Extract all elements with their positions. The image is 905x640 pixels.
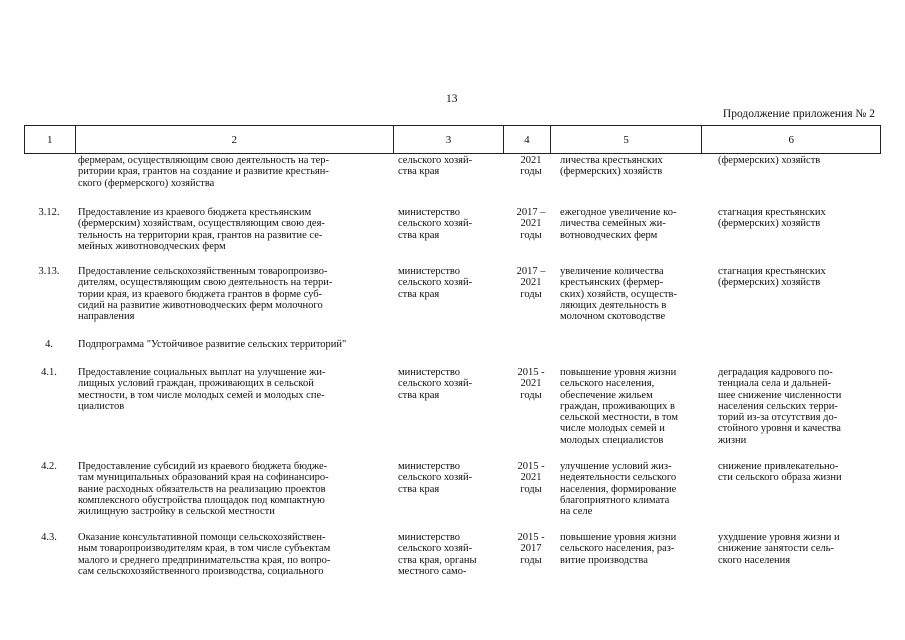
row-number-line: 4.2.	[41, 461, 57, 472]
row-number-line: 4.1.	[41, 367, 57, 378]
expected-result-line: витие производства	[560, 554, 648, 566]
column-header-3: 3	[393, 126, 503, 154]
executor-line: министерство	[398, 207, 461, 218]
executor	[398, 461, 507, 495]
implementation-years	[514, 266, 548, 300]
expected-result-line: улучшение условий жиз-	[560, 461, 672, 472]
executor-line: сельского хозяй-	[398, 378, 473, 390]
measure-description-line: местности, в том числе молодых семей и молодых спе-	[78, 389, 325, 401]
executor-line: министерство	[398, 461, 461, 472]
executor-line: министерство	[398, 266, 461, 277]
implementation-years-line: 2015 -	[517, 367, 545, 378]
row-number	[24, 339, 74, 350]
expected-result	[560, 155, 712, 178]
column-header-table	[24, 125, 881, 154]
executor-line: сельского хозяй-	[398, 277, 473, 289]
column-header-2: 2	[75, 126, 393, 154]
expected-result-line: личества семейных жи-	[560, 218, 666, 230]
implementation-years-line: годы	[520, 554, 542, 566]
implementation-years	[514, 532, 548, 566]
measure-description-line: ского (фермерского) хозяйства	[78, 177, 215, 189]
measure-description-line: сам сельскохозяйственного производства, социального	[78, 565, 324, 577]
risk-consequences-line: (фермерских) хозяйств	[718, 155, 821, 166]
expected-result-line: ских) хозяйств, осуществ-	[560, 288, 677, 300]
expected-result-line: на селе	[560, 506, 593, 518]
implementation-years-line: годы	[520, 288, 542, 300]
risk-consequences	[718, 461, 880, 484]
measure-description-line: Предоставление сельскохозяйственным товаропроизво-	[78, 266, 328, 277]
executor-line: сельского хозяй-	[398, 472, 473, 484]
risk-consequences-line: стагнация крестьянских	[718, 266, 826, 277]
measure-description-line: там муниципальных образований края на софинансиро-	[78, 472, 329, 484]
measure-description	[78, 532, 396, 577]
row-number-line: 3.13.	[38, 266, 60, 277]
row-number-line: 3.12.	[38, 207, 60, 218]
implementation-years	[514, 207, 548, 241]
expected-result-line: сельского населения, раз-	[560, 543, 675, 555]
measure-description-line: направления	[78, 311, 135, 323]
column-header-1: 1	[25, 126, 76, 154]
measure-description-line: жилищную застройку в сельской местности	[78, 506, 275, 518]
risk-consequences-line: (фермерских) хозяйств	[718, 218, 821, 230]
row-number-line: 4.3.	[41, 532, 57, 543]
executor-line: министерство	[398, 367, 461, 378]
measure-description	[78, 207, 396, 252]
risk-consequences	[718, 532, 880, 566]
measure-description-line: вание расходных обязательств на реализацию проектов	[78, 483, 326, 495]
implementation-years-line: 2015 -	[517, 532, 545, 543]
measure-description-line: комплексного обустройства площадок под компактную	[78, 494, 325, 506]
executor-line: ства края	[398, 166, 440, 178]
row-number	[24, 532, 74, 543]
row-number	[24, 266, 74, 277]
risk-consequences	[718, 367, 880, 446]
risk-consequences-line: шее снижение численности	[718, 389, 842, 401]
risk-consequences-line: стойного уровня и качества	[718, 423, 841, 435]
page-number: 13	[446, 93, 458, 105]
expected-result-line: крестьянских (фермер-	[560, 277, 664, 289]
measure-description	[78, 461, 396, 517]
risk-consequences-line: ского населения	[718, 554, 791, 566]
implementation-years-line: 2017 –	[516, 266, 546, 277]
executor	[398, 532, 507, 577]
executor-line: ства края	[398, 288, 440, 300]
implementation-years-line: 2021	[520, 277, 542, 289]
expected-result-line: повышение уровня жизни	[560, 367, 677, 378]
expected-result	[560, 461, 712, 517]
measure-description-line: Предоставление социальных выплат на улучшение жи-	[78, 367, 326, 378]
risk-consequences-line: торий из-за отсутствия до-	[718, 412, 838, 424]
implementation-years-line: 2017 –	[516, 207, 546, 218]
expected-result-line: молодых специалистов	[560, 434, 664, 446]
expected-result	[560, 207, 712, 241]
measure-description	[78, 367, 396, 412]
column-header-5: 5	[550, 126, 702, 154]
executor	[398, 367, 507, 401]
executor-line: местного само-	[398, 565, 467, 577]
risk-consequences	[718, 266, 880, 289]
row-number	[24, 207, 74, 218]
expected-result-line: обеспечение жильем	[560, 389, 653, 401]
expected-result-line: сельской местности, в том	[560, 412, 678, 424]
row-number-line: 4.	[45, 339, 53, 350]
implementation-years-line: годы	[520, 166, 542, 178]
expected-result-line: повышение уровня жизни	[560, 532, 677, 543]
executor	[398, 207, 507, 241]
implementation-years-line: годы	[520, 389, 542, 401]
implementation-years-line: 2021	[520, 472, 542, 484]
measure-description-line: ным товаропроизводителям края, в том числе субъектам	[78, 543, 331, 555]
expected-result-line: вотноводческих ферм	[560, 229, 658, 241]
measure-description-line: (фермерским) хозяйствам, осуществляющим свою дея-	[78, 218, 325, 230]
measure-description	[78, 155, 396, 189]
expected-result-line: граждан, проживающих в	[560, 400, 675, 412]
implementation-years-line: годы	[520, 229, 542, 241]
executor-line: ства края	[398, 229, 440, 241]
expected-result-line: населения, формирование	[560, 483, 677, 495]
risk-consequences	[718, 207, 880, 230]
measure-description-line: малого и среднего предпринимательства края, по вопро-	[78, 554, 331, 566]
risk-consequences-line: ухудшение уровня жизни и	[718, 532, 840, 543]
executor-line: сельского хозяй-	[398, 218, 473, 230]
implementation-years-line: годы	[520, 483, 542, 495]
expected-result-line: числе молодых семей и	[560, 423, 665, 435]
expected-result-line: благоприятного климата	[560, 494, 670, 506]
implementation-years-line: 2021	[520, 378, 542, 390]
subprogram-title	[78, 339, 778, 350]
executor	[398, 266, 507, 300]
continuation-label: Продолжение приложения № 2	[722, 108, 875, 120]
implementation-years-line: 2021	[520, 218, 542, 230]
risk-consequences-line: тенциала села и дальней-	[718, 378, 832, 390]
measure-description-line: тории края, из краевого бюджета грантов в форме суб-	[78, 288, 323, 300]
executor-line: ства края	[398, 389, 440, 401]
risk-consequences-line: жизни	[718, 434, 747, 446]
executor	[398, 155, 507, 178]
expected-result-line: ляющих деятельность в	[560, 299, 667, 311]
column-header-4: 4	[504, 126, 551, 154]
measure-description-line: мейных животноводческих ферм	[78, 240, 226, 252]
expected-result-line: молочном скотоводстве	[560, 311, 666, 323]
risk-consequences-line: сти сельского образа жизни	[718, 472, 842, 484]
risk-consequences-line: стагнация крестьянских	[718, 207, 826, 218]
expected-result-line: увеличение количества	[560, 266, 664, 277]
measure-description	[78, 266, 396, 322]
measure-description-line: фермерам, осуществляющим свою деятельность на тер-	[78, 155, 329, 166]
measure-description-line: Оказание консультативной помощи сельскохозяйствен-	[78, 532, 326, 543]
measure-description-line: дителям, осуществляющим свою деятельность на терри-	[78, 277, 333, 289]
executor-line: сельского хозяй-	[398, 543, 473, 555]
subprogram-title-line: Подпрограмма "Устойчивое развитие сельских территорий"	[78, 339, 347, 350]
executor-line: ства края, органы	[398, 554, 477, 566]
measure-description-line: ритории края, грантов на создание и развитие крестьян-	[78, 166, 329, 178]
implementation-years	[514, 155, 548, 178]
executor-line: сельского хозяй-	[398, 155, 473, 166]
row-number	[24, 367, 74, 378]
column-header-6: 6	[702, 126, 881, 154]
measure-description-line: сидий на развитие животноводческих ферм молочного	[78, 299, 323, 311]
measure-description-line: Предоставление из краевого бюджета крестьянским	[78, 207, 312, 218]
implementation-years	[514, 461, 548, 495]
implementation-years-line: 2017	[520, 543, 542, 555]
expected-result-line: личества крестьянских	[560, 155, 663, 166]
risk-consequences	[718, 155, 880, 166]
expected-result-line: недеятельности сельского	[560, 472, 677, 484]
expected-result-line: сельского населения,	[560, 378, 655, 390]
risk-consequences-line: снижение занятости сель-	[718, 543, 834, 555]
implementation-years-line: 2015 -	[517, 461, 545, 472]
measure-description-line: циалистов	[78, 400, 125, 412]
implementation-years-line: 2021	[520, 155, 542, 166]
risk-consequences-line: снижение привлекательно-	[718, 461, 839, 472]
expected-result	[560, 367, 712, 446]
expected-result	[560, 266, 712, 322]
expected-result-line: (фермерских) хозяйств	[560, 166, 663, 178]
measure-description-line: Предоставление субсидий из краевого бюджета бюдже-	[78, 461, 328, 472]
executor-line: ства края	[398, 483, 440, 495]
measure-description-line: тельность на территории края, грантов на развитие се-	[78, 229, 323, 241]
measure-description-line: лищных условий граждан, проживающих в сельской	[78, 378, 314, 390]
risk-consequences-line: населения сельских терри-	[718, 400, 838, 412]
risk-consequences-line: (фермерских) хозяйств	[718, 277, 821, 289]
risk-consequences-line: деградация кадрового по-	[718, 367, 833, 378]
expected-result-line: ежегодное увеличение ко-	[560, 207, 677, 218]
expected-result	[560, 532, 712, 566]
row-number	[24, 461, 74, 472]
executor-line: министерство	[398, 532, 461, 543]
implementation-years	[514, 367, 548, 401]
